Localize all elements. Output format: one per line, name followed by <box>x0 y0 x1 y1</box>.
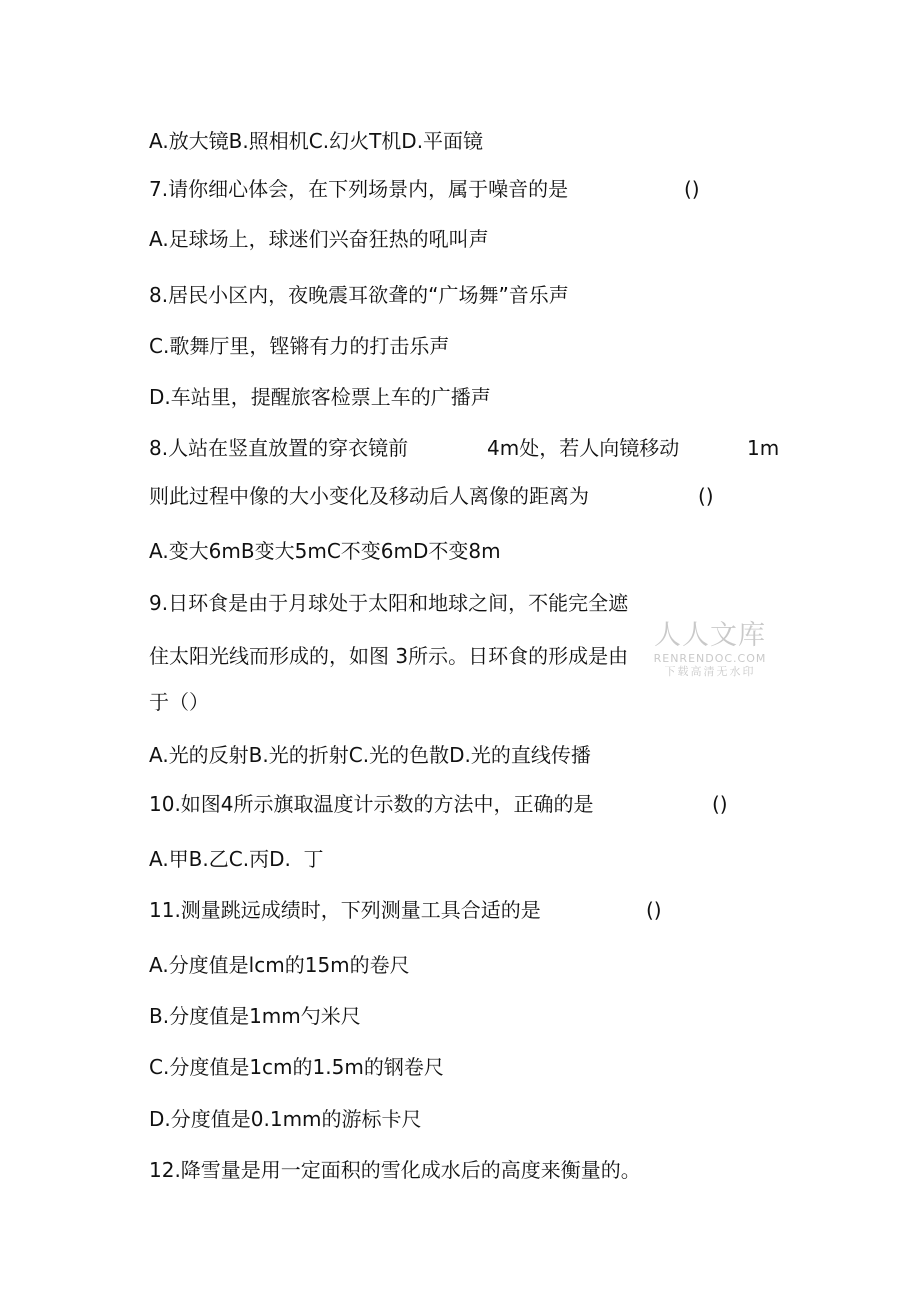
q11-option-b: B.分度值是1mm勺米尺 <box>149 1004 361 1028</box>
q10-options: A.甲B.乙C.丙D. 丁 <box>149 847 324 871</box>
q8-options: A.变大6mB变大5mC不变6mD不变8m <box>149 539 501 563</box>
watermark-title: 人人文库 <box>654 620 766 651</box>
q10-answer-parens: () <box>712 792 728 816</box>
q8-answer-parens: () <box>698 484 714 508</box>
q7-answer-parens: () <box>684 177 700 201</box>
q11-stem: 11.测量跳远成绩时，下列测量工具合适的是 <box>149 898 541 922</box>
q9-options: A.光的反射B.光的折射C.光的色散D.光的直线传播 <box>149 743 591 767</box>
q9-stem-part3: 于（） <box>149 690 209 714</box>
watermark-logo <box>648 620 772 679</box>
q11-answer-parens: () <box>646 898 662 922</box>
q8-stem-distance: 4m处，若人向镜移动 <box>487 436 680 460</box>
q7-option-a: A.足球场上，球迷们兴奋狂热的吼叫声 <box>149 227 489 251</box>
q9-stem-part2: 住太阳光线而形成的，如图 3所示。日环食的形成是由 <box>149 644 629 668</box>
q11-option-c: C.分度值是1cm的1.5m的钢卷尺 <box>149 1055 444 1079</box>
q7-stem: 7.请你细心体会，在下列场景内，属于噪音的是 <box>149 177 569 201</box>
q7-option-c: C.歌舞厅里，铿锵有力的打击乐声 <box>149 334 450 358</box>
q7-option-d: D.车站里，提醒旅客检票上车的广播声 <box>149 385 491 409</box>
q8-stem-part2: 则此过程中像的大小变化及移动后人离像的距离为 <box>149 484 589 508</box>
watermark-domain: RENRENDOC.COM <box>653 652 767 665</box>
watermark-tagline: 下载高清无水印 <box>664 665 756 678</box>
q10-stem: 10.如图4所示旗取温度计示数的方法中，正确的是 <box>149 792 594 816</box>
q11-option-d: D.分度值是0.1mm的游标卡尺 <box>149 1107 422 1131</box>
q7-option-b: 8.居民小区内，夜晚震耳欲聋的“广场舞”音乐声 <box>149 283 569 307</box>
q12-stem: 12.降雪量是用一定面积的雪化成水后的高度来衡量的。 <box>149 1158 641 1182</box>
q8-stem-part1: 8.人站在竖直放置的穿衣镜前 <box>149 436 409 460</box>
q9-stem-part1: 9.日环食是由于月球处于太阳和地球之间，不能完全遮 <box>149 591 629 615</box>
q11-option-a: A.分度值是lcm的15m的卷尺 <box>149 953 410 977</box>
q6-options: A.放大镜B.照相机C.幻火T机D.平面镜 <box>149 129 484 153</box>
q8-stem-move: 1m <box>747 436 780 460</box>
